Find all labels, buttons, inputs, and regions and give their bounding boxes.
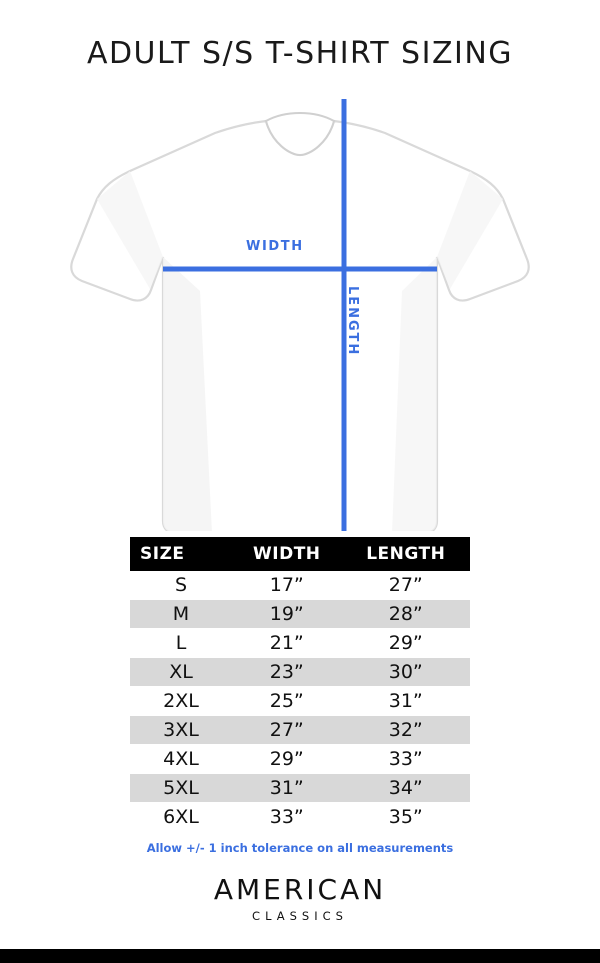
- cell-length: 33”: [342, 745, 470, 774]
- table-row: [130, 658, 470, 687]
- cell-length: 29”: [342, 629, 470, 658]
- column-header-size: SIZE: [130, 537, 232, 571]
- cell-length: 30”: [342, 658, 470, 687]
- table-row: [130, 745, 470, 774]
- cell-width: 27”: [232, 716, 342, 745]
- footer-bar: [0, 949, 600, 963]
- table-row: [130, 600, 470, 629]
- tolerance-note: Allow +/- 1 inch tolerance on all measurements: [146, 841, 454, 856]
- cell-length: 32”: [342, 716, 470, 745]
- cell-size: 5XL: [130, 774, 232, 803]
- brand-name-primary: AMERICAN: [213, 873, 387, 907]
- cell-size: 3XL: [130, 716, 232, 745]
- cell-width: 21”: [232, 629, 342, 658]
- brand-logo: [0, 873, 600, 923]
- cell-size: M: [130, 600, 232, 629]
- width-label: WIDTH: [246, 239, 304, 255]
- cell-size: 2XL: [130, 687, 232, 716]
- table-row: [130, 571, 470, 600]
- table-header-row: [130, 537, 470, 571]
- column-header-length: LENGTH: [342, 537, 470, 571]
- cell-width: 19”: [232, 600, 342, 629]
- cell-length: 35”: [342, 803, 470, 832]
- shirt-body-shape: [71, 121, 528, 531]
- sizing-chart-page: [0, 20, 600, 963]
- tshirt-graphic: [0, 91, 600, 531]
- cell-width: 25”: [232, 687, 342, 716]
- table-row: [130, 803, 470, 832]
- cell-width: 29”: [232, 745, 342, 774]
- table-row: [130, 629, 470, 658]
- cell-size: 6XL: [130, 803, 232, 832]
- cell-size: 4XL: [130, 745, 232, 774]
- cell-size: S: [130, 571, 232, 600]
- table-row: [130, 716, 470, 745]
- size-table-container: [130, 537, 470, 832]
- cell-width: 17”: [232, 571, 342, 600]
- cell-width: 31”: [232, 774, 342, 803]
- brand-name-secondary: CLASSICS: [252, 909, 348, 924]
- cell-length: 31”: [342, 687, 470, 716]
- cell-width: 23”: [232, 658, 342, 687]
- page-title: ADULT S/S T-SHIRT SIZING: [86, 36, 514, 72]
- cell-length: 28”: [342, 600, 470, 629]
- cell-width: 33”: [232, 803, 342, 832]
- length-label: LENGTH: [345, 286, 360, 357]
- cell-size: L: [130, 629, 232, 658]
- table-row: [130, 687, 470, 716]
- size-table-body: [130, 571, 470, 832]
- cell-size: XL: [130, 658, 232, 687]
- table-row: [130, 774, 470, 803]
- column-header-width: WIDTH: [232, 537, 342, 571]
- size-table-head: [130, 537, 470, 571]
- cell-length: 27”: [342, 571, 470, 600]
- cell-length: 34”: [342, 774, 470, 803]
- tshirt-illustration: [0, 91, 600, 531]
- size-table: [130, 537, 470, 832]
